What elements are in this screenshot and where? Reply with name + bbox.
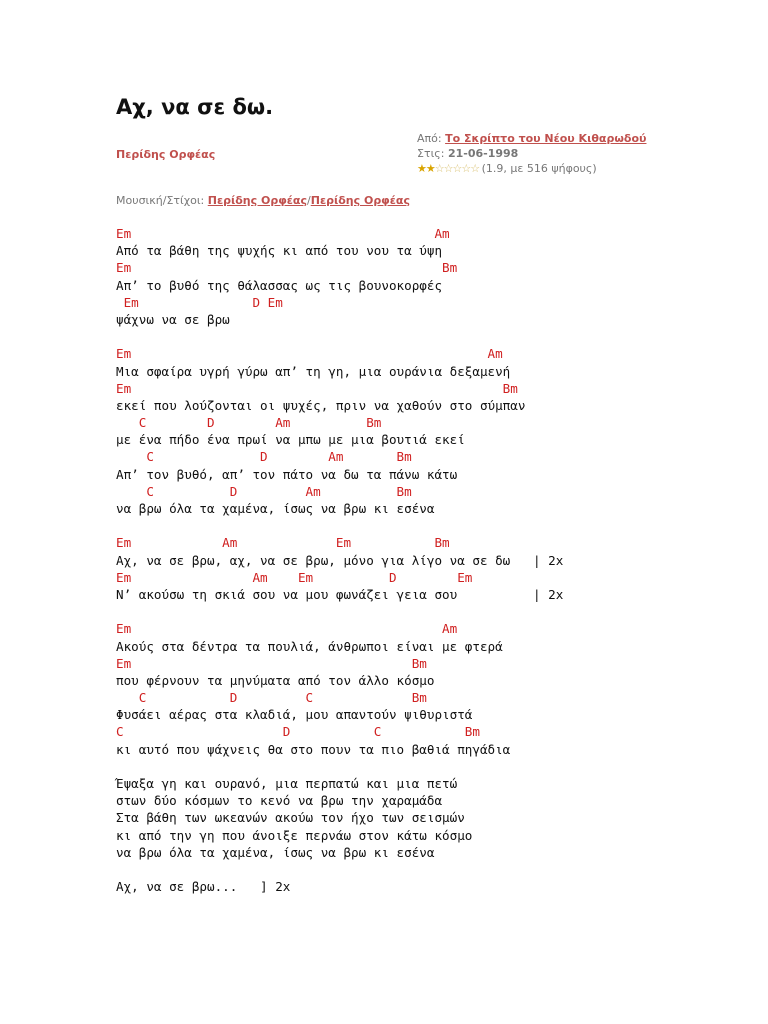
lyricist-link[interactable]: Περίδης Ορφέας: [310, 194, 410, 207]
song-title: Αχ, να σε δω.: [116, 95, 274, 119]
blank-line: [116, 603, 563, 620]
chord-line: Em Bm: [116, 260, 458, 276]
star-empty-icon[interactable]: ☆: [470, 162, 480, 175]
date-label: Στις:: [417, 147, 445, 160]
star-empty-icon[interactable]: ☆: [461, 162, 471, 175]
lyric-line: να βρω όλα τα χαμένα, ίσως να βρω κι εσένα: [116, 501, 435, 516]
artist-name: Περίδης Ορφέας: [116, 148, 216, 161]
source-link[interactable]: Το Σκρίπτο του Νέου Κιθαρωδού: [445, 132, 647, 145]
star-empty-icon[interactable]: ☆: [452, 162, 462, 175]
blank-line: [116, 328, 563, 345]
composer-link[interactable]: Περίδης Ορφέας: [207, 194, 308, 207]
lyric-line: Απ’ το βυθό της θάλασσας ως τις βουνοκορφές: [116, 277, 443, 293]
credits-label: Μουσική/Στίχοι:: [116, 194, 205, 207]
lyric-line: εκεί που λούζονται οι ψυχές, πριν να χαθούν στο σύμπαν: [116, 397, 526, 413]
lyric-line: Μια σφαίρα υγρή γύρω απ’ τη γη, μια ουράνια δεξαμενή: [116, 363, 511, 379]
lyric-line: Ακούς στα δέντρα τα πουλιά, άνθρωποι είναι με φτερά: [116, 638, 503, 654]
chord-line: C D Am Bm: [116, 415, 382, 431]
blank-line: [116, 861, 563, 878]
chord-line: C D C Bm: [116, 690, 427, 706]
lyric-line: Από τα βάθη της ψυχής κι από του νου τα ύψη: [116, 243, 443, 259]
lyric-line: Αχ, να σε βρω... ] 2x: [116, 879, 291, 895]
song-body: [116, 225, 563, 895]
song-meta: [417, 131, 646, 176]
chord-line: Em Am Em D Em: [116, 569, 473, 585]
source-label: Από:: [417, 132, 442, 145]
chord-line: C D C Bm: [116, 724, 480, 740]
chord-line: C D Am Bm: [116, 483, 412, 499]
lyric-line: Στα βάθη των ωκεανών ακούω τον ήχο των σεισμών: [116, 810, 465, 826]
lyric-line: Απ’ τον βυθό, απ’ τον πάτο να δω τα πάνω κάτω: [116, 466, 458, 482]
chord-line: Em Bm: [116, 655, 427, 671]
star-empty-icon[interactable]: ☆: [434, 162, 444, 175]
chord-line: Em D Em: [116, 294, 283, 310]
blank-line: [116, 758, 563, 775]
lyric-line: Φυσάει αέρας στα κλαδιά, μου απαντούν ψιθυριστά: [116, 707, 473, 723]
rating-row: [417, 161, 646, 176]
lyric-line: με ένα πήδο ένα πρωί να μπω με μια βουτιά εκεί: [116, 432, 465, 448]
rating-text: (1.9, με 516 ψήφους): [481, 162, 597, 175]
source-row: [417, 131, 646, 146]
star-icon[interactable]: ★: [417, 162, 426, 175]
lyric-line: Αχ, να σε βρω, αχ, να σε βρω, μόνο για λίγο να σε δω | 2x: [116, 552, 564, 568]
chord-line: Em Am: [116, 226, 450, 241]
chord-line: Em Am: [116, 621, 458, 637]
lyric-line: ψάχνω να σε βρω: [116, 311, 230, 327]
lyric-line: στων δύο κόσμων το κενό να βρω την χαραμάδα: [116, 793, 443, 809]
chord-line: Em Bm: [116, 380, 518, 396]
lyric-line: Έψαξα γη και ουρανό, μια περπατώ και μια πετώ: [116, 776, 458, 791]
credits-separator: /: [307, 194, 311, 207]
lyric-line: Ν’ ακούσω τη σκιά σου να μου φωνάζει γεια σου | 2x: [116, 586, 564, 602]
blank-line: [116, 517, 563, 534]
credits: [116, 194, 410, 207]
lyric-line: που φέρνουν τα μηνύματα από τον άλλο κόσμο: [116, 672, 435, 688]
lyric-line: να βρω όλα τα χαμένα, ίσως να βρω κι εσένα: [116, 844, 435, 860]
date-value: 21-06-1998: [447, 147, 519, 160]
lyric-line: κι από την γη που άνοιξε περνάω στον κάτω κόσμο: [116, 827, 473, 843]
lyric-line: κι αυτό που ψάχνεις θα στο πουν τα πιο βαθιά πηγάδια: [116, 741, 511, 757]
chord-line: Em Am Em Bm: [116, 535, 450, 551]
chord-line: Em Am: [116, 346, 503, 362]
date-row: [417, 146, 646, 161]
rating-stars[interactable]: [417, 162, 482, 175]
star-half-icon[interactable]: ★: [425, 162, 435, 175]
chord-line: C D Am Bm: [116, 449, 412, 465]
star-empty-icon[interactable]: ☆: [443, 162, 453, 175]
